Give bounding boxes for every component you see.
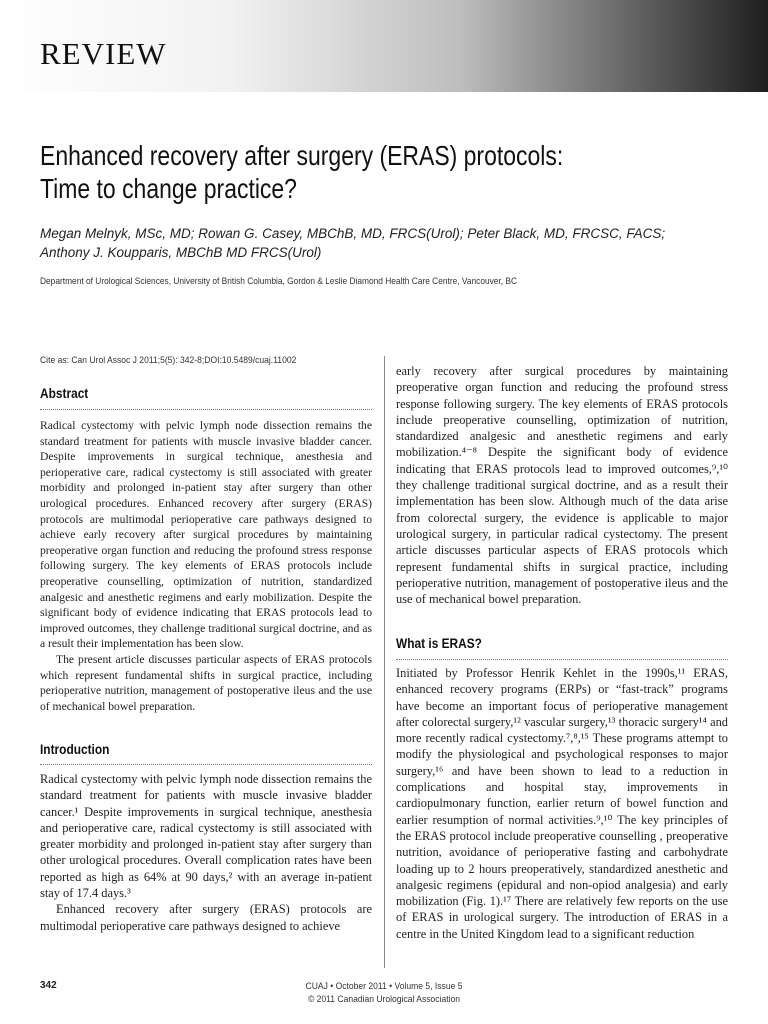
abstract-divider <box>40 409 372 410</box>
authors-line-2: Anthony J. Koupparis, MBChB MD FRCS(Urol) <box>40 245 322 260</box>
what-is-eras-divider <box>396 659 728 660</box>
introduction-heading: Introduction <box>40 741 110 757</box>
article-title <box>40 139 614 205</box>
abstract-heading: Abstract <box>40 385 89 401</box>
authors-line-1: Megan Melnyk, MSc, MD; Rowan G. Casey, MBChB, MD, FRCS(Urol); Peter Black, MD, FRCSC, FACS; <box>40 226 666 241</box>
authors <box>40 224 740 262</box>
introduction-divider <box>40 764 372 765</box>
title-line-2: Time to change practice? <box>40 173 297 204</box>
right-column-text-1 <box>396 363 728 607</box>
journal-line: CUAJ • October 2011 • Volume 5, Issue 5 <box>305 981 463 992</box>
section-label: REVIEW <box>40 36 167 71</box>
abstract-text <box>40 418 372 714</box>
right-paragraph-1: early recovery after surgical procedures by maintaining preoperative organ function and reducing the profound stress response following surgery. The key elements of ERAS protocols include preoperative counselling, optimization of nutrition, standardized analgesic and anesthetic regimens and early mobilization.⁴⁻⁸ Despite the significant body of evidence indicating that ERAS protocols lead to improved outcomes,⁹,¹⁰ they challenge traditional surgical doctrine, and as a result their implementation has been slow. Although much of the data arise from colorectal surgery, the evidence is applicable to major urological surgery, in particular radical cystectomy. The present article discusses particular aspects of ERAS protocols which represent fundamental shifts in surgical practice, including perioperative nutrition, management of postoperative ileus and the use of mechanical bowel preparation. <box>396 364 728 607</box>
introduction-paragraph-2: Enhanced recovery after surgery (ERAS) protocols are multimodal perioperative care pathways designed to achieve <box>40 902 372 933</box>
right-paragraph-2: Initiated by Professor Henrik Kehlet in the 1990s,¹¹ ERAS, enhanced recovery programs (ERPs) or “fast-track” programs have become an important focus of perioperative management after colorectal surgery,¹² vascular surgery,¹³ thoracic surgery¹⁴ and more recently radical cystectomy.⁷,⁸,¹⁵ These programs attempt to modify the physiological and psychological responses to major surgery,¹⁶ and have been shown to lead to a reduction in complications and hospital stay, improvements in cardiopulmonary function, earlier return of bowel function and earlier resumption of normal activities.⁹,¹⁰ The key principles of the ERAS protocol include preoperative counselling , preoperative nutrition, avoidance of perioperative fasting and carbohydrate loading up to 2 hours preoperatively, standardized anesthetic and analgesic regimens (epidural and non-opiod analgesia) and early mobilization (Fig. 1).¹⁷ There are relatively few reports on the use of ERAS in urological surgery. The introduction of ERAS in a centre in the United Kingdom lead to a significant reduction <box>396 666 728 941</box>
column-divider <box>384 356 385 968</box>
citation: Cite as: Can Urol Assoc J 2011;5(5): 342-8;DOI:10.5489/cuaj.11002 <box>40 355 297 366</box>
footer-journal-info <box>38 980 729 1006</box>
abstract-paragraph-2: The present article discusses particular aspects of ERAS protocols which represent fundamental shifts in surgical practice, including perioperative nutrition, management of postoperative ileus and the use of mechanical bowel preparation. <box>40 652 372 713</box>
copyright-line: © 2011 Canadian Urological Association <box>307 994 461 1005</box>
abstract-paragraph-1: Radical cystectomy with pelvic lymph node dissection remains the standard treatment for patients with muscle invasive bladder cancer. Despite improvements in surgical technique, anesthesia and perioperative care, radical cystectomy is still associated with greater morbidity and prolonged in-patient stay after surgery than other urological procedures. Enhanced recovery after surgery (ERAS) protocols are multimodal perioperative care pathways designed to achieve early recovery after surgical procedures by maintaining preoperative organ function and reducing the profound stress response following surgery. The key elements of ERAS protocols include preoperative counselling, optimization of nutrition, standardized analgesic and anesthetic regimens and early mobilization. Despite the significant body of evidence indicating that ERAS protocols lead to improved outcomes, they challenge traditional surgical doctrine, and as a result their implementation has been slow. <box>40 419 372 651</box>
what-is-eras-heading: What is ERAS? <box>396 635 482 651</box>
right-column-text-2 <box>396 665 728 942</box>
page-number: 342 <box>40 980 57 991</box>
introduction-text <box>40 771 372 934</box>
affiliation: Department of Urological Sciences, University of British Columbia, Gordon & Leslie Diamond Health Care Centre, Vancouver, BC <box>40 276 518 287</box>
introduction-paragraph-1: Radical cystectomy with pelvic lymph node dissection remains the standard treatment for patients with muscle invasive bladder cancer.¹ Despite improvements in surgical technique, anesthesia and perioperative care, radical cystectomy is still associated with greater morbidity and prolonged in-patient stay after surgery than other urological procedures. Overall complication rates have been reported as high as 64% at 90 days,² with an average in-patient stay of 17.4 days.³ <box>40 772 372 901</box>
title-line-1: Enhanced recovery after surgery (ERAS) protocols: <box>40 140 564 171</box>
